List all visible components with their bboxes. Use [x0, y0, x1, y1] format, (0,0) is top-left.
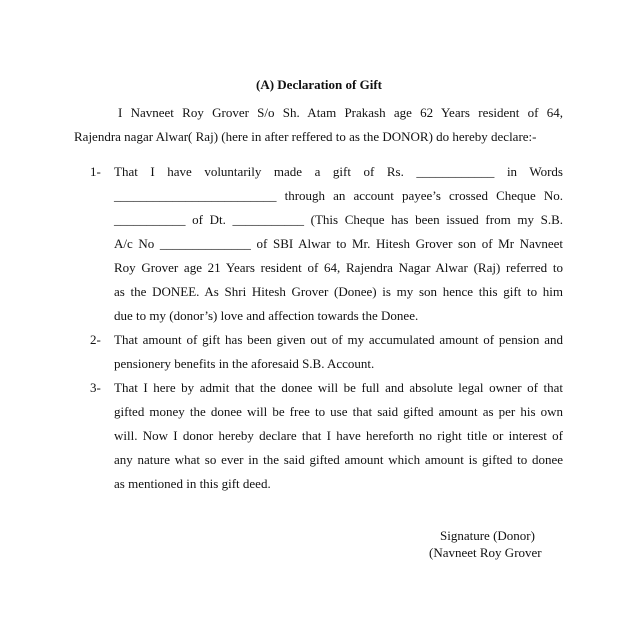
- clause-line: That I here by admit that the donee will be full and absolute legal owner of that: [114, 380, 563, 395]
- clause-line: A/c No ______________ of SBI Alwar to Mr. Hitesh Grover son of Mr Navneet: [114, 236, 563, 251]
- signature-label: Signature (Donor): [440, 528, 535, 543]
- clause-line: _________________________ through an account payee’s crossed Cheque No.: [114, 188, 563, 203]
- clause-3: [90, 376, 563, 496]
- clause-line: as the DONEE. As Shri Hitesh Grover (Donee) is my son hence this gift to him: [114, 284, 563, 299]
- clause-2: [90, 328, 563, 376]
- clause-line: ___________ of Dt. ___________ (This Cheque has been issued from my S.B.: [114, 212, 563, 227]
- clause-number: 1-: [90, 164, 101, 179]
- clause-line: gifted money the donee will be free to use that said gifted amount as per his own: [114, 404, 563, 419]
- clause-line: as mentioned in this gift deed.: [114, 476, 271, 491]
- clause-line: any nature what so ever in the said gifted amount which amount is gifted to donee: [114, 452, 563, 467]
- signature-name: (Navneet Roy Grover: [429, 545, 542, 560]
- clauses-list: [90, 160, 563, 496]
- clause-line: due to my (donor’s) love and affection towards the Donee.: [114, 308, 419, 323]
- clause-number: 2-: [90, 332, 101, 347]
- document-title: (A) Declaration of Gift: [256, 77, 382, 92]
- clause-line: pensionery benefits in the aforesaid S.B. Account.: [114, 356, 375, 371]
- intro-line-2: Rajendra nagar Alwar( Raj) (here in after reffered to as the DONOR) do hereby declare:-: [74, 129, 537, 144]
- clause-line: will. Now I donor hereby declare that I have hereforth no right title or interest of: [114, 428, 563, 443]
- clause-line: Roy Grover age 21 Years resident of 64, Rajendra Nagar Alwar (Raj) referred to: [114, 260, 563, 275]
- clause-line: That amount of gift has been given out of my accumulated amount of pension and: [114, 332, 563, 347]
- clause-line: That I have voluntarily made a gift of Rs. ____________ in Words: [114, 164, 563, 179]
- clause-number: 3-: [90, 380, 101, 395]
- intro-paragraph: [74, 101, 563, 149]
- intro-line-1: I Navneet Roy Grover S/o Sh. Atam Prakash age 62 Years resident of 64,: [118, 105, 563, 120]
- clause-1: [90, 160, 563, 328]
